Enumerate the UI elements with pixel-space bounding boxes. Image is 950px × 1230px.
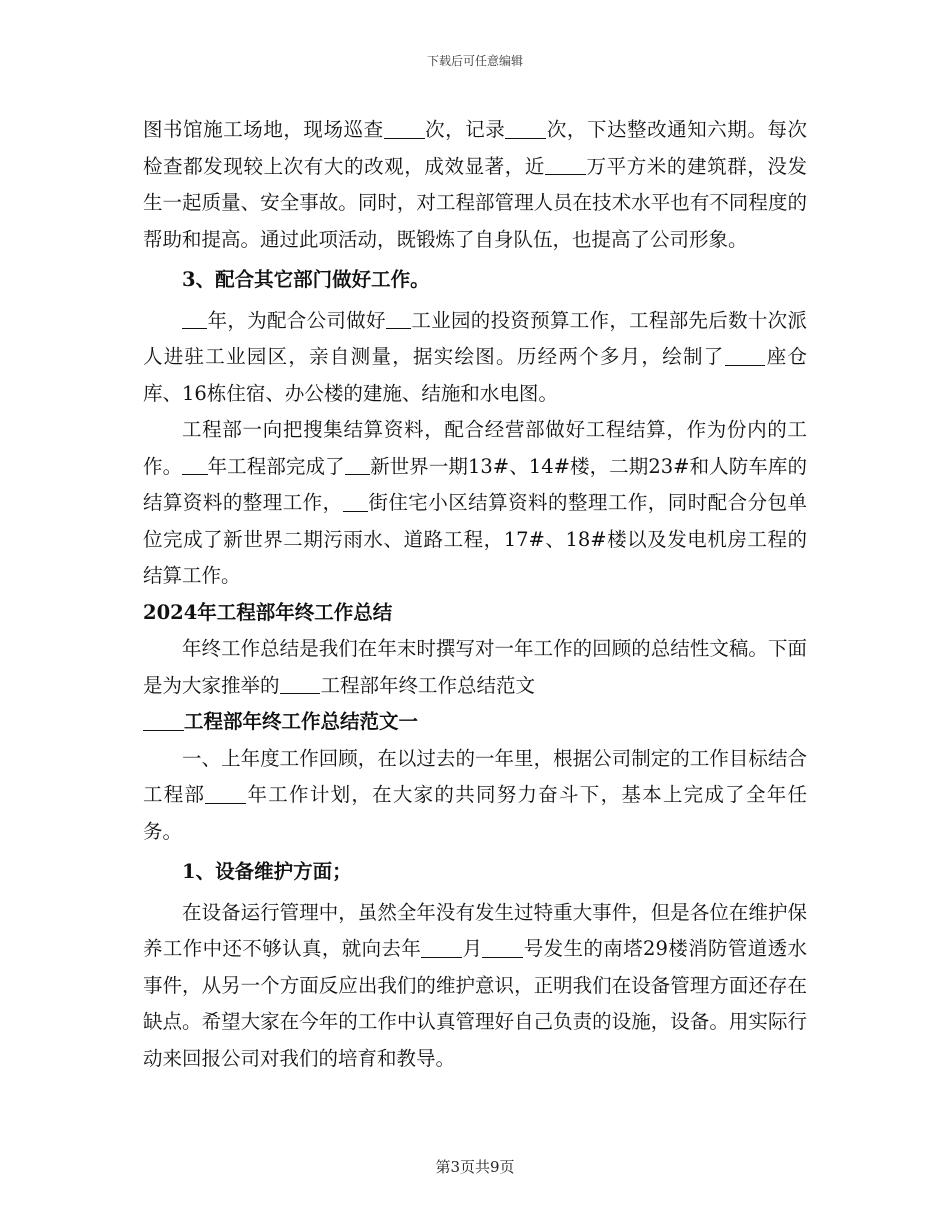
document-title: 2024年工程部年终工作总结 <box>143 600 393 624</box>
paragraph-review: 一、上年度工作回顾，在以过去的一年里，根据公司制定的工作目标结合工程部 年工作计划，在大家的共同努力奋斗下，基本上完成了全年任务。 <box>143 746 807 843</box>
blank-field <box>482 935 523 957</box>
blank-field <box>545 153 586 175</box>
paragraph-industrial-park: 年，为配合公司做好 工业园的投资预算工作，工程部先后数十次派人进驻工业园区，亲自测量，据实绘图。历经两个多月，绘制了 座仓库、16栋住宿、办公楼的建施、结施和水电图。 <box>143 308 807 405</box>
blank-field <box>182 307 207 329</box>
blank-field <box>143 708 184 730</box>
blank-field <box>205 781 246 803</box>
section-heading-maintenance: 1、设备维护方面； <box>182 860 352 883</box>
blank-field <box>386 307 411 329</box>
document-body <box>143 112 807 1077</box>
blank-field <box>421 935 462 957</box>
blank-field <box>182 453 207 475</box>
sample-title: 工程部年终工作总结范文一 <box>143 704 807 741</box>
blank-field <box>280 672 321 694</box>
section-heading-cooperation: 3、配合其它部门做好工作。 <box>182 268 430 291</box>
paragraph-equipment: 在设备运行管理中，虽然全年没有发生过特重大事件，但是各位在维护保养工作中还不够认真，就向去年 月 号发生的南塔29楼消防管道透水事件，从另一个方面反应出我们的维护意识，正明我们在设备管理方面还存在缺点。希望大家在今年的工作中认真管理好自己负责的设施，设备。用实际行动来回报公司对我们的培育和教导。 <box>143 900 807 1070</box>
blank-field <box>384 116 425 138</box>
blank-field <box>345 453 370 475</box>
blank-field <box>725 343 766 365</box>
paragraph-intro: 年终工作总结是我们在年末时撰写对一年工作的回顾的总结性文稿。下面是为大家推举的 工程部年终工作总结范文 <box>143 637 807 697</box>
paragraph-settlement: 工程部一向把搜集结算资料，配合经营部做好工程结算，作为份内的工作。 年工程部完成了 新世界一期13#、14#楼，二期23#和人防车库的结算资料的整理工作， 街住宅小区结算资料的整理工作，同时配合分包单位完成了新世界二期污雨水、道路工程，17#、18#楼以及发电机房工程的结算工作。 <box>143 418 807 587</box>
blank-field <box>343 489 368 511</box>
blank-field <box>505 116 546 138</box>
page-footer: 第3页共9页 <box>435 1158 515 1176</box>
paragraph-inspection: 图书馆施工场地，现场巡查 次，记录 次，下达整改通知六期。每次检查都发现较上次有大的改观，成效显著，近 万平方米的建筑群，没发生一起质量、安全事故。同时，对工程部管理人员在技术水平也有不同程度的帮助和提高。通过此项活动，既锻炼了自身队伍，也提高了公司形象。 <box>143 118 807 251</box>
page-header: 下载后可任意编辑 <box>426 54 523 68</box>
